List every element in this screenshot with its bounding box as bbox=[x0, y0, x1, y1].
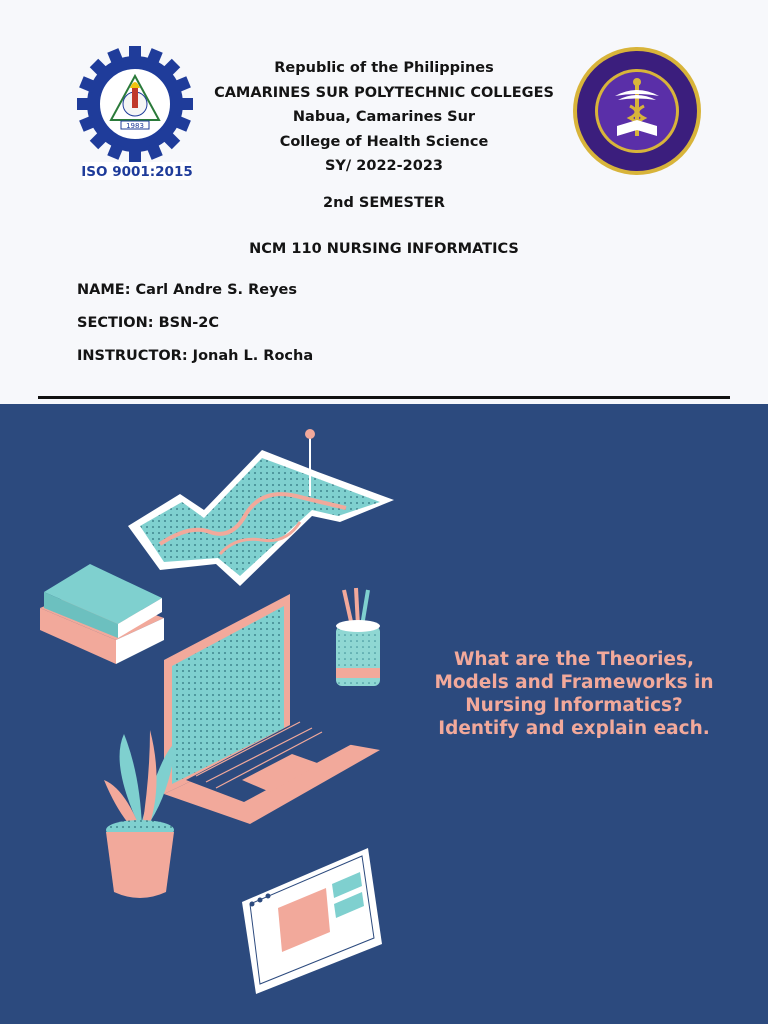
map-illustration bbox=[128, 429, 394, 586]
student-name: NAME: Carl Andre S. Reyes bbox=[77, 282, 298, 298]
header-line-school-year: SY/ 2022-2023 bbox=[324, 158, 444, 174]
cover-illustration-panel bbox=[0, 404, 768, 1024]
header-line-college: CAMARINES SUR POLYTECHNIC COLLEGES bbox=[214, 84, 554, 101]
question-line-4: Identify and explain each. bbox=[438, 718, 710, 739]
student-section: SECTION: BSN-2C bbox=[77, 315, 219, 331]
question-line-1: What are the Theories, bbox=[453, 649, 695, 670]
header-line-location: Nabua, Camarines Sur bbox=[292, 109, 476, 125]
header-line-republic: Republic of the Philippines bbox=[274, 60, 494, 76]
question-line-2: Models and Frameworks in bbox=[434, 672, 714, 693]
semester-label: 2nd SEMESTER bbox=[323, 195, 445, 211]
instructor-name: INSTRUCTOR: Jonah L. Rocha bbox=[77, 348, 314, 364]
cspc-logo-year: 1983 bbox=[126, 122, 144, 130]
section-divider bbox=[38, 396, 730, 399]
header-line-department: College of Health Science bbox=[279, 133, 489, 150]
pencil-cup-illustration bbox=[336, 588, 380, 686]
books-illustration bbox=[40, 564, 164, 664]
institution-header bbox=[0, 56, 768, 179]
course-title: NCM 110 NURSING INFORMATICS bbox=[249, 241, 519, 257]
header-section bbox=[0, 0, 768, 400]
question-line-3: Nursing Informatics? bbox=[465, 695, 683, 716]
browser-window-illustration bbox=[242, 848, 382, 994]
essay-question bbox=[424, 648, 724, 740]
iso-badge: ISO 9001:2015 bbox=[81, 164, 193, 180]
